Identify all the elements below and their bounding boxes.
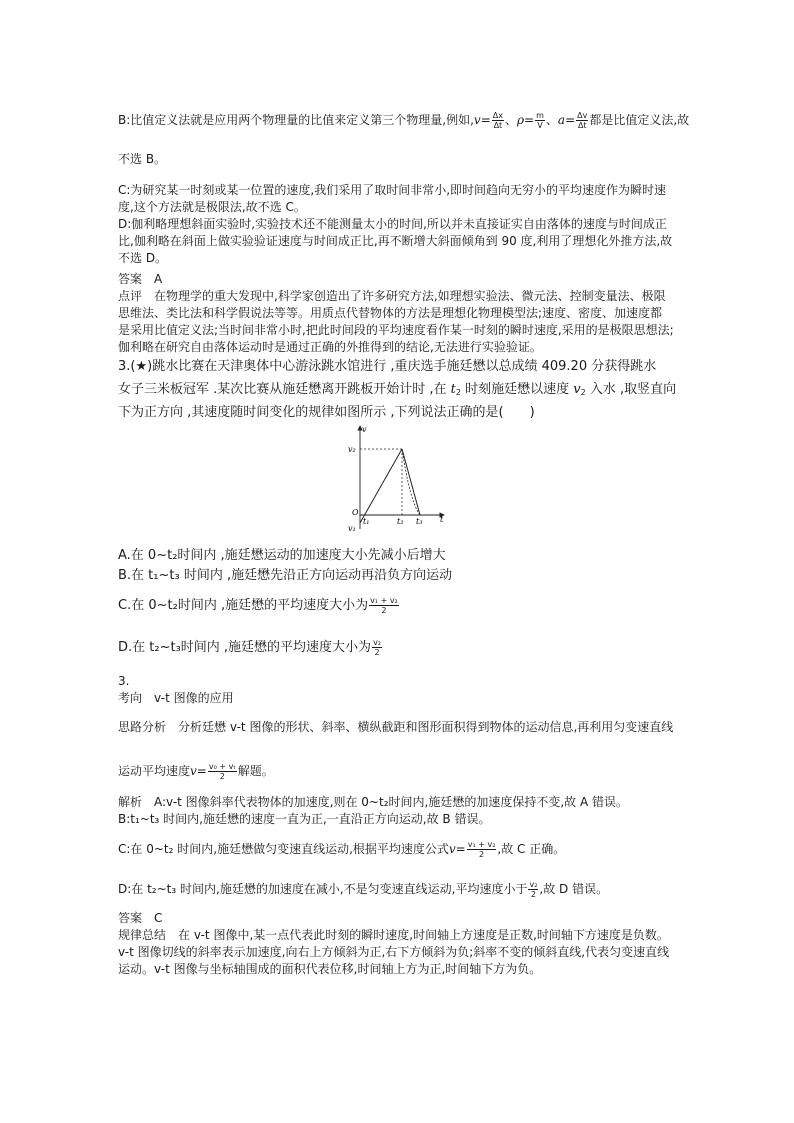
answer-1: 答案 A xyxy=(118,272,163,286)
rising-line xyxy=(360,449,402,523)
option-b-analysis-line2: 不选 B。 xyxy=(118,152,167,166)
t3-label: t₃ xyxy=(416,517,423,526)
comment-line2: 思维法、类比法和科学假说法等等。用质点代替物体的方法是理想化物理模型法;速度、密度、加速度都 xyxy=(118,306,663,320)
option-d-analysis-line1: D:伽利略理想斜面实验时,实验技术还不能测量太小的时间,所以并未直接证实自由落体的速度与时间成正 xyxy=(118,217,667,231)
v2-label: v₂ xyxy=(348,445,356,454)
t2-label: t₂ xyxy=(397,517,404,526)
option-a: A.在 0~t₂时间内 ,施廷懋运动的加速度大小先减小后增大 xyxy=(118,548,446,563)
v1-label: v₁ xyxy=(348,524,356,532)
rule-summary-line2: v-t 图像切线的斜率表示加速度,向右上方倾斜为正,右下方倾斜为负;斜率不变的倾斜直线,代表匀变速直线 xyxy=(118,945,670,959)
question-3-line1: 3.(★)跳水比赛在天津奥体中心游泳跳水馆进行 ,重庆选手施廷懋以总成绩 409.20 分获得跳水 xyxy=(118,359,657,374)
question-3-line2: 女子三米板冠军 .某次比赛从施廷懋离开跳板开始计时 ,在 $t_2$ 时刻施廷懋以速度 $v_2$ 入水 ,取竖直向 xyxy=(118,382,677,397)
analysis-a: 解析 A:v-t 图像斜率代表物体的加速度,则在 0~t₂时间内,施廷懋的加速度保持不变,故 A 错误。 xyxy=(118,795,628,809)
comment-line1: 点评 在物理学的重大发现中,科学家创造出了许多研究方法,如理想实验法、微元法、控制变量法、极限 xyxy=(118,289,666,303)
v-axis-label: v xyxy=(362,425,367,434)
origin-label: O xyxy=(352,508,359,517)
velocity-time-graph xyxy=(340,422,450,532)
option-c-analysis-line1: C:为研究某一时刻或某一位置的速度,我们采用了取时间非常小,即时间趋向无穷小的平均速度作为瞬时速 xyxy=(118,183,667,197)
silu-line1: 思路分析 分析廷懋 v-t 图像的形状、斜率、横纵截距和图形面积得到物体的运动信息,再利用匀变速直线 xyxy=(118,720,674,734)
solution-number: 3. xyxy=(118,674,130,688)
t-axis-label: t xyxy=(440,515,444,524)
option-b: B.在 t₁~t₃ 时间内 ,施廷懋先沿正方向运动再沿负方向运动 xyxy=(118,568,453,583)
option-c: C.在 0~t₂时间内 ,施廷懋的平均速度大小为 $\frac{\text{v₁ + v₂}}{2}$ xyxy=(118,596,398,615)
silu-line2: 运动平均速度v= $\frac{\text{v₀ + vₜ}}{2}$ 解题。 xyxy=(118,762,274,781)
rule-summary-line1: 规律总结 在 v-t 图像中,某一点代表此时刻的瞬时速度,时间轴上方速度是正数,时间轴下方速度是负数。 xyxy=(118,928,669,942)
analysis-c: C:在 0~t₂ 时间内,施廷懋做匀变速直线运动,根据平均速度公式v= $\frac{\text{v₁ + v₂}}{2}$ ,故 C 正确。 xyxy=(118,840,566,859)
kaoxiang: 考向 v-t 图像的应用 xyxy=(118,691,234,705)
option-d: D.在 t₂~t₃时间内 ,施廷懋的平均速度大小为 $\frac{\text{v₂}}{2}$ xyxy=(118,638,382,657)
option-b-analysis-line1: B:比值定义法就是应用两个物理量的比值来定义第三个物理量,例如,v= $\frac{\Delta x}{\Delta t}$ 、ρ= $\frac{m}{V}$ 、a= $\frac{\Delta v}{\Delta t}$ 都是比值定义法,故 xyxy=(118,111,690,130)
t1-label: t₁ xyxy=(363,517,370,526)
option-d-analysis-line2: 比,伽利略在斜面上做实验验证速度与时间成正比,再不断增大斜面倾角到 90 度,利用了理想化外推方法,故 xyxy=(118,234,673,248)
comment-line3: 是采用比值定义法;当时间非常小时,把此时间段的平均速度看作某一时刻的瞬时速度,采用的是极限思想法; xyxy=(118,323,674,337)
option-c-analysis-line2: 度,这个方法就是极限法,故不选 C。 xyxy=(118,200,306,214)
option-d-analysis-line3: 不选 D。 xyxy=(118,251,168,265)
question-3-line3: 下为正方向 ,其速度随时间变化的规律如图所示 ,下列说法正确的是( ) xyxy=(118,405,535,420)
analysis-d: D:在 t₂~t₃ 时间内,施廷懋的加速度在减小,不是匀变速直线运动,平均速度小于 $\frac{\text{v₂}}{2}$ ,故 D 错误。 xyxy=(118,880,609,899)
comment-line4: 伽利略在研究自由落体运动时是通过正确的外推得到的结论,无法进行实验验证。 xyxy=(118,340,542,354)
analysis-b: B:t₁~t₃ 时间内,施廷懋的速度一直为正,一直沿正方向运动,故 B 错误。 xyxy=(118,812,491,826)
answer-2: 答案 C xyxy=(118,911,163,925)
rule-summary-line3: 运动。v-t 图像与坐标轴围成的面积代表位移,时间轴上方为正,时间轴下方为负。 xyxy=(118,962,542,976)
falling-line xyxy=(402,449,420,515)
